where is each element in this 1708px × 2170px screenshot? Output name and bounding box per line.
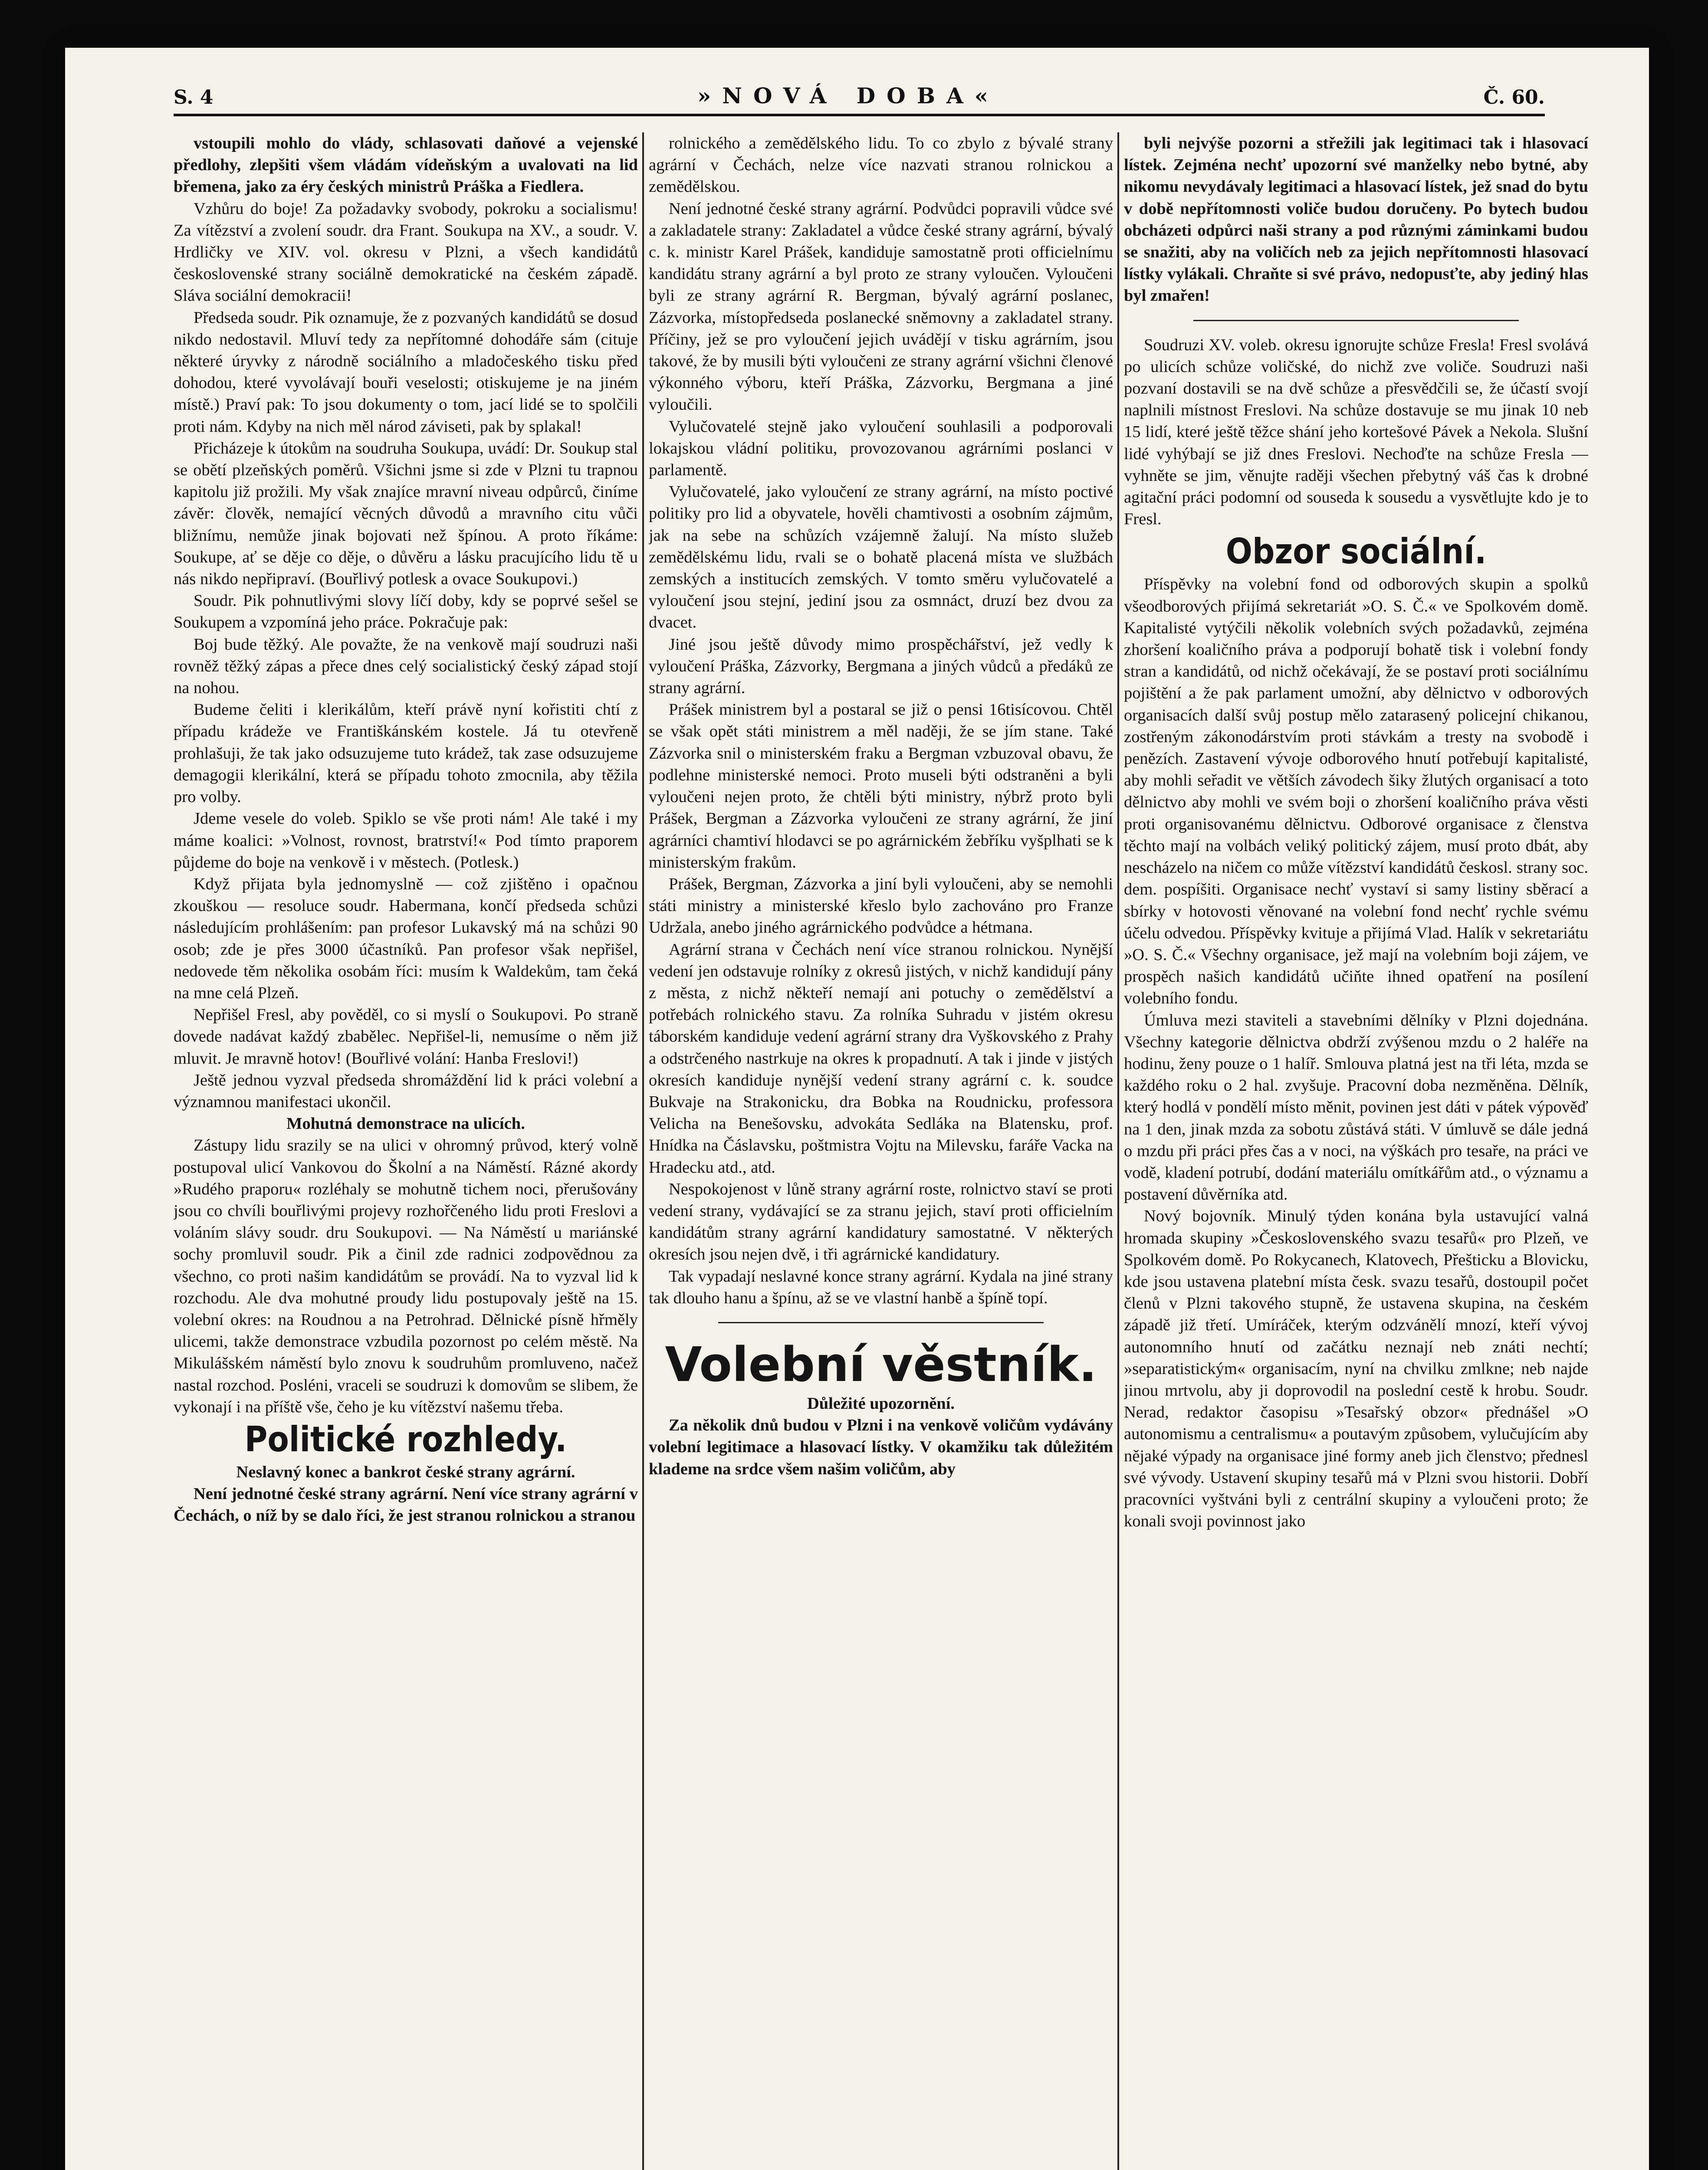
section-heading: Obzor sociální. [1225,531,1487,572]
paragraph: Předseda soudr. Pik oznamuje, že z pozvaných kandidátů se dosud nikdo nedostavil. Mluví tedy za nepřítomné dohodáře sám (cituje některé úryvky z národně sociálního a mladočeského tisku před dohodou, které vyvolávají bouři veselosti; otiskujeme je na jiném místě.) Praví pak: To jsou dokumenty o tom, jací lidé se to spolčili proti nám. Kdyby na nich měl národ záviseti, pak by splakal! [174,308,638,436]
paragraph: Tak vypadají neslavné konce strany agrární. Kydala na jiné strany tak dlouho hanu a špínu, až se ve vlastní hanbě a špíně topí. [649,1267,1113,1307]
section-heading: Politické rozhledy. [244,1419,567,1460]
article-headline: Neslavný konec a bankrot české strany agrární. [236,1463,575,1481]
column-2 [649,132,1113,2170]
paragraph: Ještě jednou vyzval předseda shromáždění lid k práci volební a významnou manifestaci ukončil. [174,1071,638,1111]
column-3 [1124,132,1588,2170]
paragraph: rolnického a zemědělského lidu. To co zbylo z bývalé strany agrární v Čechách, nelze více nazvati stranou rolnickou a zemědělskou. [649,134,1113,196]
page-header [174,82,1545,108]
paragraph: Soudruzi XV. voleb. okresu ignorujte schůze Fresla! Fresl svolává po ulicích schůze voličské, do nichž zve voliče. Soudruzi naši pozvaní dostavili se na dvě schůze a přesvědčili se, že účastí svojí naplnili místnost Freslovi. Na schůze dostavuje se mu jinak 10 neb 15 lidí, které ještě těžce shání jeho kortešové Pávek a Nekola. Slušní lidé vyhýbají se již dnes Freslovi. Nechoďte na schůze Fresla — vyhněte se jim, věnujte raději všechen přebytný váš čas k drobné agitační práci podomní od souseda k sousedu a vysvětlujte kdo je to Fresl. [1124,335,1588,529]
paragraph: Jdeme vesele do voleb. Spiklo se vše proti nám! Ale také i my máme koalici: »Volnost, rovnost, bratrství!« Pod tímto praporem půjdeme do boje na venkově i v městech. (Potlesk.) [174,809,638,871]
newspaper-title: »NOVÁ DOBA« [697,83,999,108]
paragraph: Prášek ministrem byl a postaral se již o pensi 16tisícovou. Chtěl se však opět státi ministrem a měl naději, že se jím stane. Také Zázvorka snil o ministerském fraku a Bergman vzbuzoval obavu, že podlehne ministerské nemoci. Proto museli býti odstraněni a byli vyloučeni nejen proto, že chtěli býti ministry, nýbrž proto byli Prášek, Bergman a Zázvorka vyloučeni ze strany agrární, že jiní agrárníci chamtiví hlodavci se po agrárnickém žebříku vyšplhati se k ministerským frakům. [649,700,1113,871]
paragraph: Nový bojovník. Minulý týden konána byla ustavující valná hromada skupiny »Československého svazu tesařů« pro Plzeň, ve Spolkovém domě. Po Rokycanech, Klatovech, Přešticku a Blovicku, kde jsou ustavena platební místa česk. svazu tesařů, dostoupil počet členů v Plzni takového stupně, že ustavena skupina, na českém západě již třetí. Umíráček, kterým odzvánělí mnozí, kteří vývoj autonomního hnutí od začátku neznají neb znáti nechtí; »separatistickým« organisacím, nyní na chvilku zmlkne; neb najde jinou mrtvolu, aby ji doprovodil na poslední cestě k hrobu. Soudr. Nerad, redaktor časopisu »Tesařský obzor« přednášel »O autonomismu a centralismu« a poutavým způsobem, vylučujícím aby nějaké výpady na organisace jiné formy aneb jich členstvo; přednesl své vývody. Ustavení skupiny tesařů má v Plzni svou historii. Dobří pracovníci vyštváni byli z centrální skupiny a vyloučeni proto; že konali svoji povinnost jako [1124,1207,1588,1531]
paragraph: Vylučovatelé stejně jako vyloučení souhlasili a podporovali lokajskou vládní politiku, provozovanou agrárními poslanci v parlamentě. [649,417,1113,480]
header-rule [174,114,1545,116]
paragraph: Příspěvky na volební fond od odborových skupin a spolků všeodborových přijímá sekretariát »O. S. Č.« ve Spolkovém domě. Kapitalisté vytýčili několik volebních svých požadavků, zejména zhoršení koaličního práva a podporují bohatě tisk i volební fondy stran a kandidátů, od nichž očekávají, že se postaví proti sociálnímu pojištění a že pak parlament umožní, aby dělnictvo v odborových organisacích další svůj postup mělo zatarasený policejní chikanou, zostřeným zákonodárstvím proti stávkám a tresty na svobodě i penězích. Zastavení vývoje odborového hnutí potřebují kapitalisté, aby mohli seřadit ve větších závodech šiky žlutých organisací a toto dělnictvo aby mohli ve svém boji o zhoršení koaličního práva věsti proti organisovanému dělnictvu. Odborové organisace z členstva těchto mají na volbách veliký politický zájem, musí proto dbát, aby nescházelo na ničem co může vítězství kandidátů českosl. strany soc. dem. pospíšiti. Organisace nechť vystaví si samy listiny sběrací a sbírky v hotovosti věnované na volební fond nechť rychle svému účelu odvedou. Příspěvky kvituje a přijímá Vlad. Halík v sekretariátu »O. S. Č.« Všechny organisace, jež mají na volebním boji zájem, ve prospěch našich kandidátů učiňte ihned opatření na posílení volebního fondu. [1124,575,1588,1008]
paragraph: Vzhůru do boje! Za požadavky svobody, pokroku a socialismu! Za vítězství a zvolení soudr. dra Frant. Soukupa na XV., a soudr. V. Hrdličky ve XIV. vol. okresu v Plzni, a všech kandidátů československé strany sociálně demokratické na českém západě. Sláva sociální demokracii! [174,199,638,305]
section-rule [1193,320,1519,321]
paragraph: Vylučovatelé, jako vyloučení ze strany agrární, na místo poctivé politiky pro lid a obyvatele, hověli chamtivosti a osobním zájmům, jak na sebe na schůzích vzájemně žalují. Na místo služeb zemědělskému lidu, rvali se o bohatě placená místa ve službách zemských a institucích zemských. V tomto směru vylučovatelé a vyloučení jsou stejní, jediní jsou za osmnáct, druzí bez dvou za dvacet. [649,483,1113,632]
column-1 [174,132,638,2170]
paragraph: vstoupili mohlo do vlády, schlasovati daňové a vejenské předlohy, zlepšiti všem vládám vídeňským a uvalovati na lid břemena, jako za éry českých ministrů Práška a Fiedlera. [174,134,638,196]
paragraph: Budeme čeliti i klerikálům, kteří právě nyní kořistiti chtí z případu krádeže ve Františkánském kostele. Já tu otevřeně prohlašuji, že tak jako odsuzujeme tuto krádež, tak zase odsuzujeme demagogii klerikální, která se případu tohoto zmocnila, aby těžila pro volby. [174,700,638,806]
paragraph: byli nejvýše pozorni a střežili jak legitimaci tak i hlasovací lístek. Zejména nechť upozorní své manželky nebo bytné, aby nikomu nevydávaly legitimaci a hlasovací lístek, jež snad do bytu v době nepřítomnosti voliče budou doručeny. Po bytech budou obcházeti odpůrci naši strany a pod různými záminkami budou se snažiti, aby na voličích neb za jejich nepřítomnosti hlasovací lístky vylákali. Chraňte si své právo, nedopusťte, aby jediný hlas byl zmařen! [1124,134,1588,305]
paragraph: Za několik dnů budou v Plzni i na venkově voličům vydávány volební legitimace a hlasovací lístky. V okamžiku tak důležitém klademe na srdce všem našim voličům, aby [649,1416,1113,1478]
section-heading: Volební věstník. [665,1336,1097,1392]
subheading: Mohutná demonstrace na ulicích. [286,1115,525,1133]
paragraph: Prášek, Bergman, Zázvorka a jiní byli vyloučeni, aby se nemohli státi ministry a ministerské křeslo bylo zachováno pro Franze Udržala, anebo jiného agrárnického podvůdce a hétmana. [649,875,1113,937]
page-number: S. 4 [174,86,214,108]
paragraph: Jiné jsou ještě důvody mimo prospěchářství, jež vedly k vyloučení Práška, Zázvorky, Bergmana a jiných vůdců a předáků ze strany agrární. [649,635,1113,697]
paragraph: Nepřišel Fresl, aby pověděl, co si myslí o Soukupovi. Po straně dovede nadávat každý zbabělec. Nepřišel-li, nemusíme o něm již mluvit. Je mravně hotov! (Bouřlivé volání: Hanba Freslovi!) [174,1006,638,1068]
paragraph: Nespokojenost v lůně strany agrární roste, rolnictvo staví se proti vedení strany, vydávající se za stranu jejich, staví proti officielním kandidátům strany agrární kandidatury samostatné. V některých okresích jsou nejen dvě, i tři agrárnické kandidatury. [649,1180,1113,1264]
column-divider [642,132,644,2170]
paragraph: Přicházeje k útokům na soudruha Soukupa, uvádí: Dr. Soukup stal se obětí plzeňských poměrů. Všichni jsme si zde v Plzni tu trapnou kapitolu již prožili. My však znajíce mravní niveau odpůrců, činíme závěr: člověk, nemající věcných důvodů a mravního citu vůči bližnímu, nemůže jinak bojovati než špínou. A proto říkáme: Soukupe, ať se děje co děje, o důvěru a lásku pracujícího lidu tě u nás nikdo nepřipraví. (Bouřlivý potlesk a ovace Soukupovi.) [174,439,638,589]
paragraph: Boj bude těžký. Ale považte, že na venkově mají soudruzi naši rovněž těžký zápas a přece dnes celý socialistický český západ stojí na nohou. [174,635,638,697]
section-rule [718,1322,1044,1323]
paragraph: Agrární strana v Čechách není více stranou rolnickou. Nynější vedení jen odstavuje rolníky z okresů jistých, v nichž kandidují pány z města, z nichž někteří nemají ani potuchy o zemědělství a potřebách rolnického stavu. Za rolníka Suhradu v jistém okresu táborském kandiduje vedení agrární strany dra Vyškovského z Prahy a odstrčeného nastrkuje na okres k propadnutí. A tak i jinde v jistých okresích kandiduje nynější vedení strany agrární c. k. soudce Bukvaje na Strakonicku, dra Bobka na Roudnicku, professora Velicha na Benešovsku, advokáta Sedláka na Blatensku, prof. Hnídka na Čáslavsku, poštmistra Vojtu na Milevsku, faráře Vacka na Hradecku atd., atd. [649,940,1113,1177]
paragraph: Úmluva mezi staviteli a stavebními dělníky v Plzni dojednána. Všechny kategorie dělnictva obdrží zvýšenou mzdu o 2 haléře na hodinu, ženy pouze o 1 halíř. Smlouva platná jest na tři léta, mzda se každého roku o 2 hal. zvyšuje. Pracovní doba nezměněna. Dělník, který hodlá v pondělí místo měnit, povinen jest dáti v pátek výpověď na 1 den, jinak mzda za sobotu zůstává státi. V úmluvě se dále jedná o mzdu při práci přes čas a v noci, na výškách pro tesaře, na práci ve vodě, kladení potrubí, dodání materiálu omítkářům atd., o významu a postavení důvěrníka atd. [1124,1011,1588,1204]
subheading: Důležité upozornění. [807,1394,955,1413]
paragraph: Zástupy lidu srazily se na ulici v ohromný průvod, který volně postupoval ulicí Vankovou do Školní a na Náměstí. Rázné akordy »Rudého praporu« rozléhaly se mohutně tichem noci, přerušovány jsou co chvíli bouřlivými projevy rozhořčeného lidu proti Freslovi a voláním slávy soudr. dru Soukupovi. — Na Náměstí u mariánské sochy promluvil soudr. Pik a činil zde radnici zodpovědnou za všechno, co proti našim kandidátům se provádí. Na to vyzval lid k rozchodu. Ale dva mohutné proudy lidu postupovaly ještě na 15. volební okres: na Roudnou a na Petrohrad. Dělnické písně hřměly ulicemi, takže demonstrace vzbudila pozornost po celém městě. Na Mikulášském náměstí bylo znovu k soudruhům promluveno, načež nastal rozchod. Posléni, vraceli se soudruzi k domovům se slibem, že vykonají i na příště vše, čeho je ku vítězství našemu třeba. [174,1136,638,1416]
issue-number: Č. 60. [1483,86,1545,108]
paragraph: Soudr. Pik pohnutlivými slovy líčí doby, kdy se poprvé sešel se Soukupem a vzpomíná jeho práce. Pokračuje pak: [174,592,638,632]
paragraph: Není jednotné české strany agrární. Není více strany agrární v Čechách, o níž by se dalo říci, že jest stranou rolnickou a stranou [174,1485,638,1525]
paragraph: Když přijata byla jednomyslně — což zjištěno i opačnou zkouškou — resoluce soudr. Habermana, končí předseda schůzi následujícím prohlášením: pan profesor Lukavský má na schůzi 90 osob; zde je přes 3000 účastníků. Pan profesor však nepřišel, nedovede těm několika osobám říci: musím k Waldekům, tam čeká na mne celá Plzeň. [174,875,638,1002]
column-divider [1117,132,1119,2170]
paragraph: Není jednotné české strany agrární. Podvůdci popravili vůdce své a zakladatele strany: Zakladatel a vůdce české strany agrární, bývalý c. k. ministr Karel Prášek, kandiduje samostatně proti officielnímu kandidátu strany agrární a byl proto ze strany vyloučen. Vyloučeni byli ze strany agrární R. Bergman, bývalý agrární poslanec, Zázvorka, místopředseda poslanecké sněmovny a zakladatel strany. Příčiny, jež se pro vyloučení jejich uvádějí v tisku agrárním, jsou takové, že by musili býti vyloučeni ze strany agrární všichni členové výkonného výboru, kteří Práška, Zázvorku, Bergmana a jiné vyloučili. [649,199,1113,414]
